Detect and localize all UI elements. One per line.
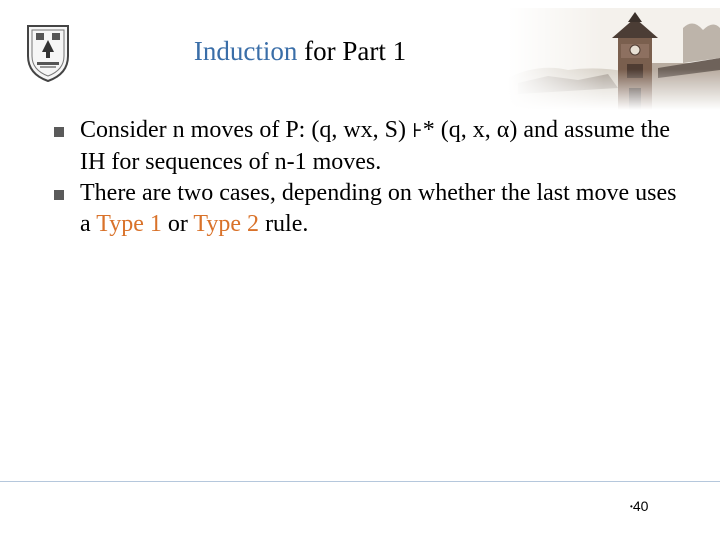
clock-tower-photo [508,8,720,110]
title-rest: for Part 1 [297,36,407,66]
bullet-list [50,115,690,240]
bullet-1-text-start: Consider n moves of P: (q, wx, S) [80,117,412,143]
slide-title [100,36,500,67]
page-number-dot-icon: • [630,502,633,511]
bullet-item-1 [50,115,690,178]
footer-divider [0,481,720,482]
turnstile-symbol: ⊦ [412,121,423,142]
bullet-1-text-end: * (q, x, α) and assume the IH for sequences of n-1 moves. [80,117,670,175]
page-number-value: 40 [632,498,649,514]
type-1-highlight: Type 1 [96,211,162,237]
bullet-item-2 [50,178,690,240]
bullet-2-text-end: rule. [259,211,309,237]
page-number [630,498,648,514]
square-bullet-icon [54,127,64,137]
bullet-2-text-middle: or [161,211,194,237]
square-bullet-icon [54,190,64,200]
title-accent: Induction [193,36,298,66]
bullet-2-text-start: There are two cases, depending on whether the last move uses a [80,180,677,237]
university-shield-logo [22,20,74,84]
type-2-highlight: Type 2 [193,211,260,237]
